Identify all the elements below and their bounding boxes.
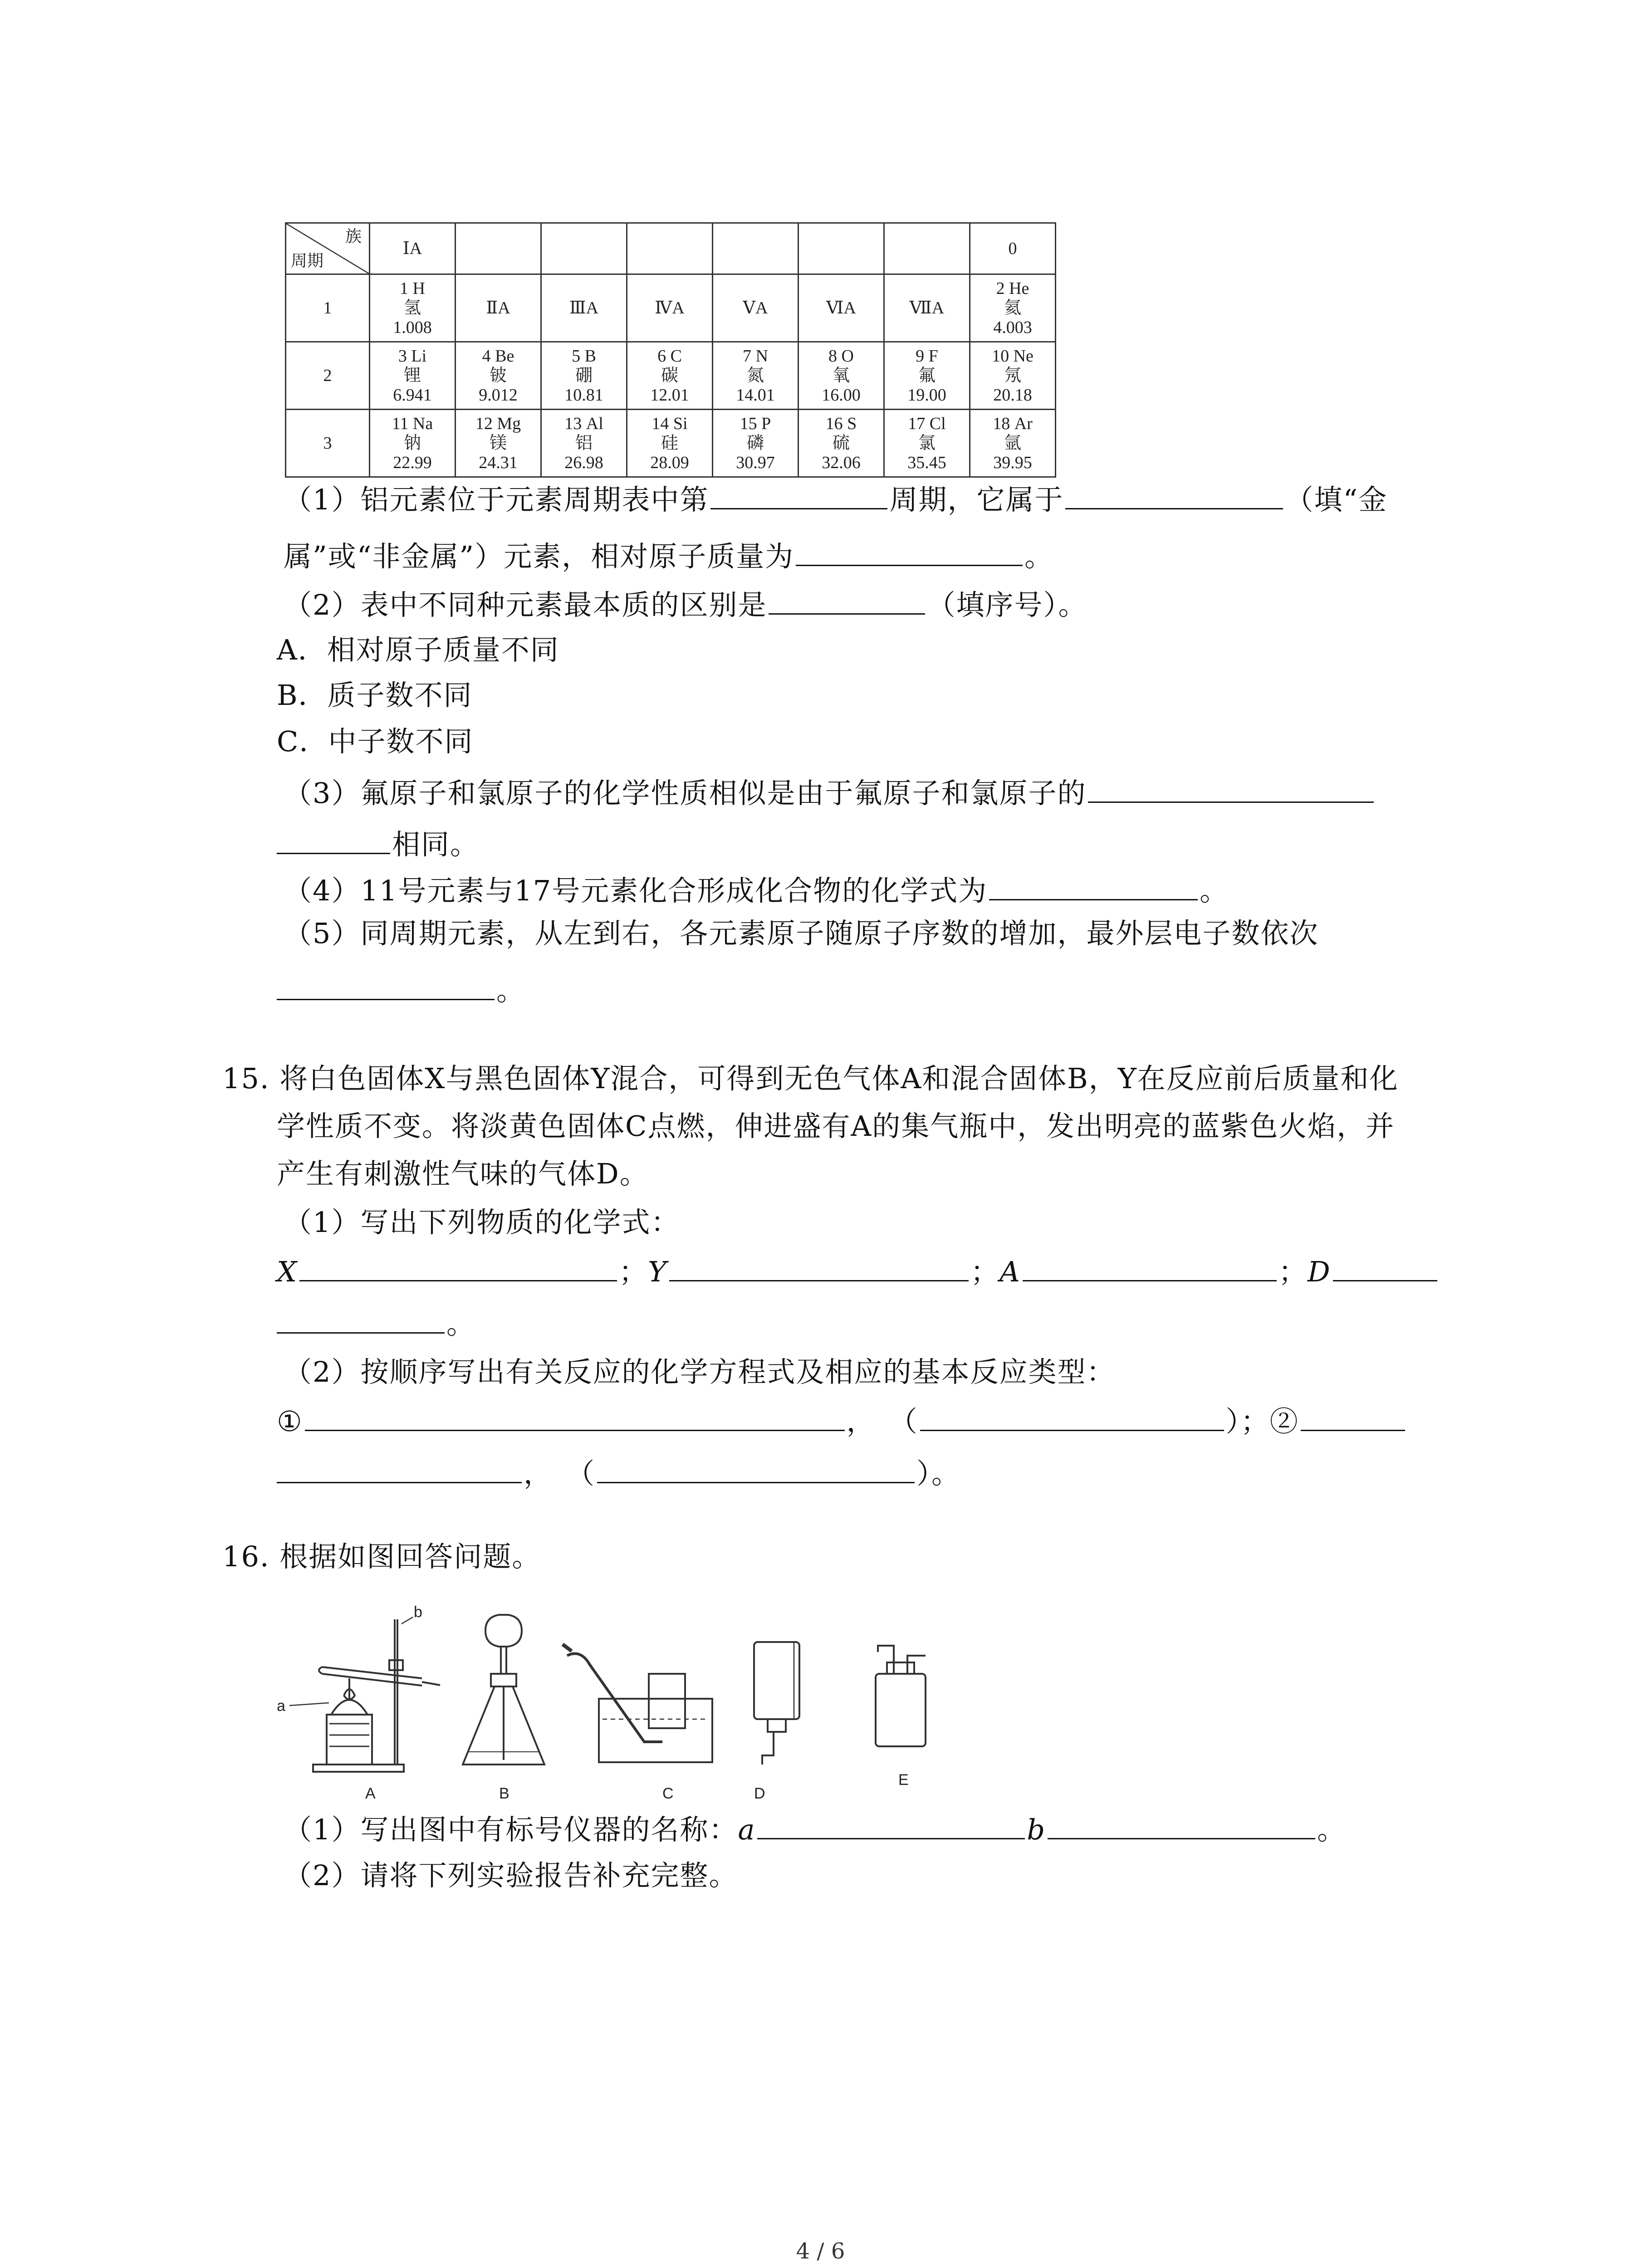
group-header [541, 223, 627, 274]
q15-stem-line3: 产生有刺激性气味的气体D。 [277, 1157, 649, 1190]
atomic-mass: 39.95 [993, 453, 1032, 472]
apparatus-b-conical-flask [463, 1615, 544, 1765]
atomic-mass: 30.97 [736, 453, 775, 472]
atomic-mass: 4.003 [993, 318, 1032, 337]
atomic-number: 14 [652, 414, 669, 433]
atomic-number: 1 [400, 279, 409, 298]
period-number: 3 [286, 410, 370, 477]
element-number-symbol [456, 414, 540, 434]
element-number-symbol [885, 347, 969, 366]
element-number-symbol [542, 414, 626, 434]
answer-blank-eq1[interactable] [305, 1402, 845, 1431]
element-symbol: Mg [497, 414, 521, 433]
atomic-number: 8 [828, 346, 838, 366]
answer-blank[interactable] [989, 871, 1198, 900]
element-name: 硅 [661, 433, 678, 453]
element-name: 氖 [1004, 366, 1021, 385]
atomic-mass: 28.09 [650, 453, 689, 472]
element-symbol: O [841, 346, 854, 366]
figure-label-apparatus-c: C [662, 1785, 674, 1801]
element-cell [627, 342, 713, 410]
element-symbol: F [928, 346, 938, 366]
period-row [286, 342, 1056, 410]
q14-part2: （2）表中不同种元素最本质的区别是 （填序号）。 [284, 585, 1087, 623]
answer-blank[interactable] [769, 585, 925, 615]
answer-blank[interactable] [1065, 480, 1283, 509]
element-cell [713, 342, 798, 410]
q15-stem-line1: 15. 将白色固体X与黑色固体Y混合，可得到无色气体A和混合固体B，Y在反应前后质量和化 [222, 1062, 1399, 1095]
atomic-mass: 32.06 [822, 453, 861, 472]
element-cell [970, 410, 1056, 477]
answer-blank-d[interactable] [1333, 1252, 1437, 1281]
period-row [286, 274, 1056, 342]
answer-blank[interactable] [796, 537, 1023, 566]
element-name: 氩 [1004, 433, 1021, 453]
element-symbol: Li [411, 346, 427, 366]
answer-blank-a[interactable] [1023, 1252, 1277, 1281]
q14-part3-line2: 相同。 [277, 825, 479, 863]
element-number-symbol [799, 414, 883, 434]
element-symbol: Cl [929, 414, 946, 433]
element-cell [970, 342, 1056, 410]
table-corner-cell [286, 223, 370, 274]
atomic-mass: 19.00 [907, 385, 946, 405]
element-symbol: Na [412, 414, 433, 433]
atomic-mass: 16.00 [822, 385, 861, 405]
q15-part2-prompt: （2）按顺序写出有关反应的化学方程式及相应的基本反应类型： [284, 1355, 1116, 1388]
answer-blank-x[interactable] [299, 1252, 617, 1281]
figure-label-apparatus-e: E [898, 1771, 909, 1789]
period-number: 1 [286, 274, 370, 342]
answer-blank-eq2[interactable] [1301, 1402, 1405, 1431]
element-cell [456, 410, 541, 477]
periodic-table [285, 222, 1056, 478]
atomic-number: 4 [482, 346, 491, 366]
answer-blank-eq2-cont[interactable] [277, 1454, 522, 1483]
element-cell [970, 274, 1056, 342]
atomic-number: 6 [657, 346, 666, 366]
q16-part2: （2）请将下列实验报告补充完整。 [284, 1859, 738, 1892]
group-header: 0 [970, 223, 1056, 274]
group-header: ⅠA [370, 223, 456, 274]
page-number: 4 / 6 [796, 2239, 845, 2264]
figure-label-b: b [414, 1606, 422, 1621]
q15-part1-answers: X ；Y ；A ；D [277, 1252, 1439, 1290]
answer-blank[interactable] [277, 825, 390, 854]
atomic-mass: 9.012 [479, 385, 518, 405]
atomic-mass: 12.01 [650, 385, 689, 405]
atomic-number: 9 [916, 346, 925, 366]
q14-part1-line2: 属”或“非金属”）元素，相对原子质量为 。 [284, 537, 1053, 575]
element-symbol: Ar [1014, 414, 1033, 433]
atomic-mass: 6.941 [393, 385, 432, 405]
element-number-symbol [970, 279, 1055, 298]
answer-blank-b[interactable] [1048, 1810, 1315, 1839]
element-symbol: N [755, 346, 768, 366]
q14-option-a: A．相对原子质量不同 [277, 633, 559, 666]
element-cell [884, 410, 970, 477]
element-cell [541, 410, 627, 477]
group-header [456, 223, 541, 274]
element-number-symbol [713, 347, 798, 366]
q14-part4: （4）11号元素与17号元素化合形成化合物的化学式为 。 [284, 871, 1229, 909]
element-number-symbol [370, 347, 455, 366]
element-number-symbol [456, 347, 540, 366]
element-name: 氮 [746, 366, 764, 385]
element-number-symbol [370, 279, 455, 298]
element-symbol: He [1009, 279, 1029, 298]
apparatus-e-gas-bottle [876, 1646, 926, 1746]
element-name: 氧 [832, 366, 850, 385]
q14-part5-line2: 。 [277, 971, 525, 1009]
atomic-number: 17 [908, 414, 926, 433]
element-cell [713, 410, 798, 477]
q14-part1-line1: （1）铝元素位于元素周期表中第 周期，它属于 （填“金 [284, 480, 1387, 518]
element-cell [627, 410, 713, 477]
element-cell [370, 342, 456, 410]
period-number: 2 [286, 342, 370, 410]
answer-blank[interactable] [1088, 773, 1374, 803]
element-name: 钠 [403, 433, 421, 453]
group-header [627, 223, 713, 274]
element-symbol: Ne [1013, 346, 1034, 366]
q15-part2-line2: ， （ ）。 [277, 1454, 960, 1492]
atomic-mass: 1.008 [393, 318, 432, 337]
element-name: 氢 [403, 298, 421, 318]
period-row [286, 410, 1056, 477]
atomic-number: 10 [992, 346, 1009, 366]
element-cell [370, 274, 456, 342]
q15-part2-line1: ① ， （ ）；② [277, 1402, 1407, 1440]
atomic-number: 15 [740, 414, 757, 433]
answer-blank-y[interactable] [669, 1252, 969, 1281]
q15-part1-answers-cont: 。 [277, 1304, 475, 1342]
element-cell [456, 342, 541, 410]
figure-label-apparatus-b: B [499, 1785, 509, 1801]
element-number-symbol [627, 347, 712, 366]
element-symbol: C [670, 346, 682, 366]
atomic-number: 11 [392, 414, 409, 433]
element-cell [884, 342, 970, 410]
group-header [798, 223, 884, 274]
apparatus-a-iron-stand [289, 1617, 440, 1772]
element-symbol: Be [495, 346, 514, 366]
element-number-symbol [370, 414, 455, 434]
group-label-cell: ⅢA [541, 274, 627, 342]
element-name: 铍 [489, 366, 507, 385]
atomic-number: 16 [825, 414, 843, 433]
answer-blank[interactable] [710, 480, 887, 509]
element-number-symbol [885, 414, 969, 434]
figure-label-apparatus-d: D [754, 1785, 765, 1801]
apparatus-c-water-trough [563, 1644, 712, 1762]
element-symbol: B [584, 346, 596, 366]
atomic-number: 18 [993, 414, 1010, 433]
figure-label-a: a [277, 1697, 285, 1715]
atomic-mass: 26.98 [564, 453, 603, 472]
atomic-number: 12 [475, 414, 493, 433]
atomic-mass: 35.45 [907, 453, 946, 472]
element-name: 磷 [746, 433, 764, 453]
element-number-symbol [799, 347, 883, 366]
lab-apparatus-figure [272, 1606, 953, 1801]
apparatus-d-bottle [754, 1642, 799, 1765]
atomic-number: 5 [572, 346, 581, 366]
q14-option-b: B．质子数不同 [277, 679, 473, 712]
element-name: 铝 [575, 433, 593, 453]
figure-label-apparatus-a: A [365, 1785, 376, 1801]
atomic-mass: 20.18 [993, 385, 1032, 405]
element-symbol: Si [673, 414, 688, 433]
q15-stem-line2: 学性质不变。将淡黄色固体C点燃，伸进盛有A的集气瓶中，发出明亮的蓝紫色火焰，并 [277, 1110, 1395, 1143]
q15-part1-prompt: （1）写出下列物质的化学式： [284, 1206, 680, 1239]
element-name: 氦 [1004, 298, 1021, 318]
element-name: 碳 [661, 366, 678, 385]
atomic-mass: 14.01 [736, 385, 775, 405]
answer-blank[interactable] [277, 971, 495, 1000]
element-number-symbol [542, 347, 626, 366]
answer-blank-type2[interactable] [597, 1454, 915, 1483]
element-name: 镁 [489, 433, 507, 453]
q14-option-c: C．中子数不同 [277, 725, 474, 758]
element-name: 氯 [918, 433, 936, 453]
atomic-mass: 22.99 [393, 453, 432, 472]
atomic-mass: 24.31 [479, 453, 518, 472]
corner-period-label: 周期 [291, 252, 324, 270]
answer-blank-a[interactable] [757, 1810, 1025, 1839]
group-label-cell: ⅥA [798, 274, 884, 342]
element-name: 氟 [918, 366, 936, 385]
element-number-symbol [627, 414, 712, 434]
element-cell [541, 342, 627, 410]
q14-part3-line1: （3）氟原子和氯原子的化学性质相似是由于氟原子和氯原子的 [284, 773, 1376, 811]
group-header [713, 223, 798, 274]
element-number-symbol [713, 414, 798, 434]
element-name: 锂 [403, 366, 421, 385]
q14-part5-line1: （5）同周期元素，从左到右，各元素原子随原子序数的增加，最外层电子数依次 [284, 917, 1319, 950]
atomic-number: 13 [564, 414, 582, 433]
answer-blank-type1[interactable] [920, 1402, 1224, 1431]
element-number-symbol [970, 414, 1055, 434]
group-label-cell: ⅤA [713, 274, 798, 342]
atomic-number: 3 [398, 346, 407, 366]
element-cell [798, 342, 884, 410]
element-cell [798, 410, 884, 477]
q16-stem: 16. 根据如图回答问题。 [222, 1540, 541, 1573]
answer-blank-d-cont[interactable] [277, 1304, 445, 1334]
element-symbol: H [412, 279, 425, 298]
element-symbol: P [761, 414, 771, 433]
group-label-cell: ⅡA [456, 274, 541, 342]
element-symbol: S [847, 414, 857, 433]
corner-group-label: 族 [345, 227, 362, 245]
element-name: 硼 [575, 366, 593, 385]
group-label-cell: ⅦA [884, 274, 970, 342]
element-name: 硫 [832, 433, 850, 453]
atomic-mass: 10.81 [564, 385, 603, 405]
element-cell [370, 410, 456, 477]
group-label-cell: ⅣA [627, 274, 713, 342]
atomic-number: 7 [743, 346, 752, 366]
element-number-symbol [970, 347, 1055, 366]
q16-part1: （1）写出图中有标号仪器的名称：a b 。 [284, 1810, 1346, 1848]
group-header [884, 223, 970, 274]
element-symbol: Al [586, 414, 603, 433]
atomic-number: 2 [996, 279, 1005, 298]
